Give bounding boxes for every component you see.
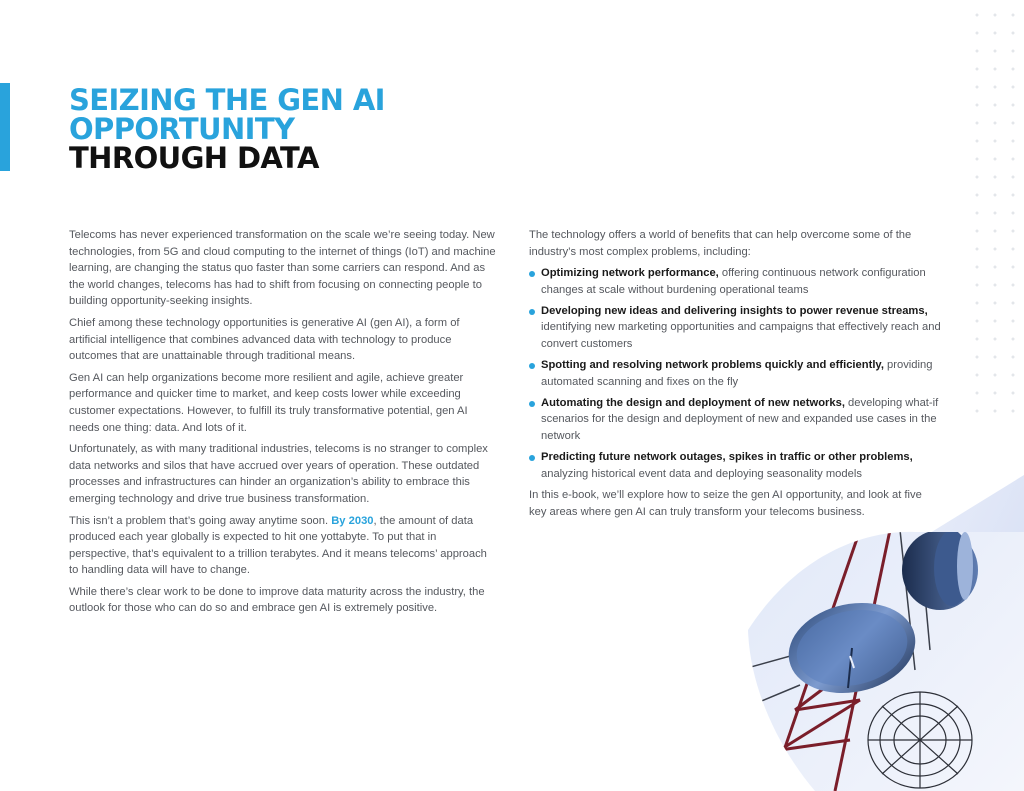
list-item-bold: Developing new ideas and delivering insights to power revenue streams, [541, 304, 928, 317]
list-item-bold: Spotting and resolving network problems quickly and efficiently, [541, 359, 884, 372]
p5-text-after: , the amount of data produced each year globally is expected to hit one yottabyte. To put that in perspective, that’s equivalent to a trillion terabytes. And it means telecoms’ approach to handling data will have to change. [69, 514, 487, 577]
p5-text-before: This isn’t a problem that’s going away anytime soon. [69, 514, 332, 527]
page-title [69, 83, 385, 175]
list-item-text: providing automated scanning and fixes on the fly [541, 359, 933, 388]
paragraph-benefits-intro: The technology offers a world of benefits that can help overcome some of the industry’s most complex problems, including: [529, 229, 912, 258]
list-item-text: analyzing historical event data and deploying seasonality models [541, 467, 862, 480]
paragraph-yottabyte [69, 513, 497, 579]
paragraph-gen-ai-benefits: Gen AI can help organizations become more resilient and agile, achieve greater performance and quicker time to market, and keep costs lower while exceeding customer expectations. However, to fulfill its truly transformative potential, gen AI needs one thing: data. And lots of it. [69, 371, 468, 434]
paragraph-ebook-closing: In this e-book, we’ll explore how to seize the gen AI opportunity, and look at five key areas where gen AI can truly transform your telecoms business. [529, 489, 922, 518]
list-item-bold: Predicting future network outages, spikes in traffic or other problems, [541, 451, 913, 464]
list-item-bold: Optimizing network performance, [541, 267, 719, 280]
list-item-text: identifying new marketing opportunities and campaigns that effectively reach and convert customers [541, 321, 941, 351]
dot-pattern-decoration [968, 6, 1024, 426]
title-line-1: SEIZING THE GEN AI [69, 83, 385, 117]
paragraph-gen-ai-definition: Chief among these technology opportunities is generative AI (gen AI), a form of artificial intelligence that combines advanced data with technology to produce outcomes that are unattainable through traditional means. [69, 316, 460, 363]
list-item-bold: Automating the design and deployment of new networks, [541, 396, 845, 409]
benefits-list [529, 265, 941, 482]
list-item [529, 357, 941, 390]
list-item [529, 265, 941, 298]
list-item-text: developing what-if scenarios for the design and deployment of new and expanded use cases in the network [541, 396, 939, 443]
paragraph-outlook: While there’s clear work to be done to improve data maturity across the industry, the outlook for those who can do so and embrace gen AI is extremely positive. [69, 585, 485, 615]
telecom-tower-image [740, 470, 1024, 791]
list-item [529, 303, 941, 353]
paragraph-data-silos: Unfortunately, as with many traditional industries, telecoms is no stranger to complex data networks and silos that have accrued over years of operation. These outdated processes and infrastructures can hinder an organization’s ability to embrace this emerging technology and drive true business transformation. [69, 443, 488, 505]
list-item-text: offering continuous network configuration changes at scale without burdening operational teams [541, 267, 926, 296]
paragraph-intro: Telecoms has never experienced transformation on the scale we’re seeing today. New technologies, from 5G and cloud computing to the internet of things (IoT) and machine learning, are changing the status quo faster than some carriers can respond. And as the world changes, telecoms has had to shift from focusing on connecting people to building opportunity-seeking insights. [69, 229, 496, 308]
list-item [529, 395, 941, 445]
accent-bar [0, 83, 10, 171]
left-column [69, 227, 497, 622]
by-2030-link[interactable]: By 2030 [331, 514, 374, 527]
title-line-2: OPPORTUNITY [69, 112, 295, 146]
title-line-3: THROUGH DATA [69, 141, 319, 175]
